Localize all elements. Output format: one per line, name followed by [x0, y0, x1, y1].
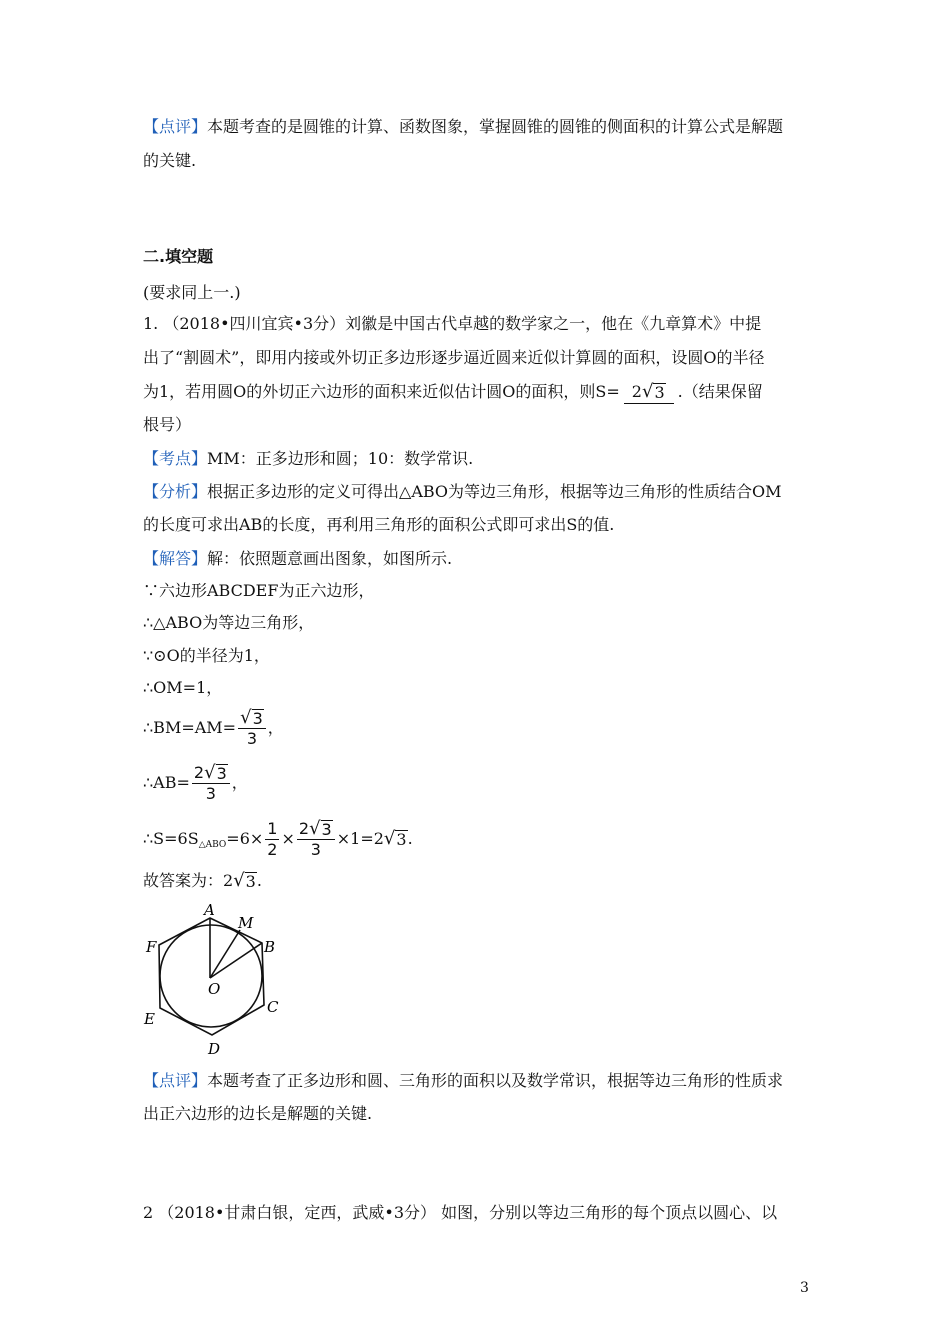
- label-M: M: [238, 914, 254, 932]
- page-number: 3: [800, 1280, 809, 1296]
- section-title: 二.填空题: [143, 247, 214, 266]
- step5: ∴BM=AM= √ 3 3 ，: [143, 707, 284, 748]
- pingping-tag: 【点评】: [143, 1071, 208, 1090]
- step6: ∴AB= 2 √ 3 3 ，: [143, 762, 248, 803]
- label-O: O: [208, 980, 221, 998]
- step3: ∵⊙O的半径为1，: [143, 646, 270, 665]
- comment-tag: 【点评】: [143, 117, 208, 136]
- jieda-tag: 【解答】: [143, 549, 208, 568]
- q1-line3: 为1，若用圆O的外切正六边形的面积来近似估计圆O的面积，则S= 2 √ 3 .（结果保留: [143, 381, 763, 402]
- fraction: 2 √ 3 3: [297, 819, 335, 860]
- step7: $\therefore S=6S_{\triangle ABO}=6\times$ $\frac{1}{2}$ × 2 √ 3 3 ×1=2 √ 3 .: [143, 818, 413, 859]
- label-D: D: [208, 1040, 221, 1058]
- fraction: 2 √ 3 3: [192, 763, 230, 804]
- kaodian-tag: 【考点】: [143, 449, 208, 468]
- prev-comment-line1: 【点评】本题考查的是圆锥的计算、函数图象，掌握圆锥的圆锥的侧面积的计算公式是解题: [143, 117, 784, 136]
- fraction: √ 3 3: [238, 708, 266, 749]
- step4: ∴OM=1，: [143, 678, 223, 697]
- label-E: E: [144, 1010, 155, 1028]
- fenxi-tag: 【分析】: [143, 482, 208, 501]
- label-C: C: [267, 998, 279, 1016]
- q1-line1: 1. （2018•四川宜宾•3分）刘徽是中国古代卓越的数学家之一，他在《九章算术》中提: [143, 314, 762, 333]
- sqrt: √ 3: [233, 870, 256, 891]
- pingping-line2: 出正六边形的边长是解题的关键.: [143, 1104, 373, 1123]
- step2: ∴△ABO为等边三角形，: [143, 613, 315, 632]
- answer-blank: 2 √ 3: [624, 381, 674, 404]
- q1-line4: 根号）: [143, 415, 192, 434]
- step1: ∵六边形ABCDEF为正六边形，: [143, 581, 375, 600]
- section-note: (要求同上一.): [143, 283, 241, 302]
- q1-line2: 出了“割圆术”，即用内接或外切正多边形逐步逼近圆来近似计算圆的面积，设圆O的半径: [143, 348, 765, 367]
- label-B: B: [264, 938, 276, 956]
- final-answer: 故答案为：2 √ 3 .: [143, 870, 262, 891]
- hexagon-circle-figure: [140, 900, 290, 1060]
- fraction: $\frac{1}{2}$: [267, 819, 278, 859]
- fenxi-line1: 【分析】根据正多边形的定义可得出△ABO为等边三角形，根据等边三角形的性质结合OM: [143, 482, 782, 501]
- segment-OM: [210, 930, 240, 978]
- sqrt: √ 3: [641, 381, 665, 402]
- jieda-line: 【解答】解：依照题意画出图象，如图所示.: [143, 549, 453, 568]
- kaodian-line: 【考点】MM：正多边形和圆；10：数学常识.: [143, 449, 474, 468]
- prev-comment-line2: 的关键.: [143, 151, 197, 170]
- segment-OB: [210, 943, 262, 978]
- q2-line1: 2 （2018•甘肃白银，定西，武威•3分） 如图，分别以等边三角形的每个顶点以圆心、以: [143, 1203, 778, 1222]
- fenxi-line2: 的长度可求出AB的长度，再利用三角形的面积公式即可求出S的值.: [143, 515, 615, 534]
- pingping-line1: 【点评】本题考查了正多边形和圆、三角形的面积以及数学常识，根据等边三角形的性质求: [143, 1071, 784, 1090]
- sqrt: √ 3: [383, 828, 407, 849]
- label-A: A: [204, 901, 215, 919]
- label-F: F: [146, 938, 157, 956]
